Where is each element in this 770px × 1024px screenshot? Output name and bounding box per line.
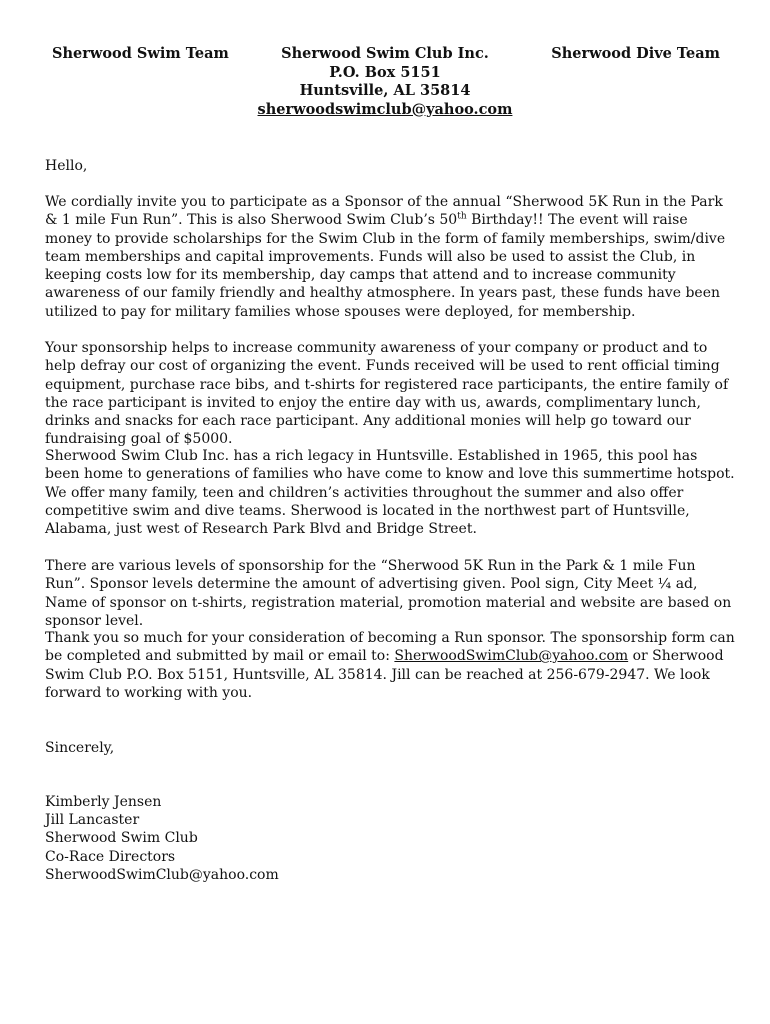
paragraph-invitation — [45, 193, 735, 321]
signer-email: SherwoodSwimClub@yahoo.com — [45, 866, 279, 883]
header-club-name: Sherwood Swim Club Inc. — [281, 45, 489, 62]
header-dive-team: Sherwood Dive Team — [551, 45, 720, 62]
thanks-text-end: or Sherwood Swim Club P.O. Box 5151, Huntsville, AL 35814. Jill can be reached at 256-679-2947. We look forward to working with you. — [45, 648, 724, 701]
header-po-box: P.O. Box 5151 — [329, 63, 441, 81]
paragraph-sponsorship — [45, 339, 735, 449]
header-swim-team: Sherwood Swim Team — [52, 45, 229, 62]
greeting-text: Hello, — [45, 158, 88, 174]
club-email-link[interactable]: SherwoodSwimClub@yahoo.com — [394, 648, 629, 665]
invitation-text-end: Birthday!! The event will raise money to provide scholarships for the Swim Club in the form of family memberships, swim/dive team memberships and capital improvements. Funds will also be used to assist the Club, in keeping costs low for its membership, day camps that attend and to increase community awareness of our family friendly and healthy atmosphere. In years past, these funds have been utilized to pay for military families whose spouses were deployed, for membership. — [45, 212, 726, 320]
thanks-text-start: Thank you so much for your consideration of becoming a Run sponsor. The sponsorship form can be completed and submitted by mail or email to: — [45, 630, 735, 665]
sponsorship-text: Your sponsorship helps to increase community awareness of your company or product and to help defray our cost of organizing the event. Funds received will be used to rent official timing equipment, purchase race bibs, and t-shirts for registered race participants, the entire family of the race participant is invited to enjoy the entire day with us, awards, complimentary lunch, drinks and snacks for each race participant. Any additional monies will help go toward our fundraising goal of $5000. — [45, 340, 729, 448]
greeting — [45, 157, 735, 175]
signature-block — [45, 793, 735, 884]
closing-text: Sincerely, — [45, 740, 115, 756]
ordinal-suffix: th — [457, 211, 467, 222]
signer-organization: Sherwood Swim Club — [45, 830, 198, 847]
paragraph-legacy — [45, 447, 735, 538]
closing — [45, 739, 735, 757]
header-city: Huntsville, AL 35814 — [299, 82, 471, 99]
header-email-link[interactable]: sherwoodswimclub@yahoo.com — [257, 100, 513, 118]
paragraph-levels — [45, 557, 735, 630]
signer-name-1: Kimberly Jensen — [45, 794, 162, 810]
invitation-text-start: We cordially invite you to participate as a Sponsor of the annual “Sherwood 5K Run in the Park & 1 mile Fun Run”. This is also Sherwood Swim Club’s 50 — [45, 194, 723, 229]
legacy-text: Sherwood Swim Club Inc. has a rich legacy in Huntsville. Established in 1965, this pool has been home to generations of families who have come to know and love this summertime hotspot. We offer many family, teen and children’s activities throughout the summer and also offer competitive swim and dive teams. Sherwood is located in the northwest part of Huntsville, Alabama, just west of Research Park Blvd and Bridge Street. — [45, 448, 735, 538]
signer-name-2: Jill Lancaster — [45, 812, 140, 829]
levels-text: There are various levels of sponsorship for the “Sherwood 5K Run in the Park & 1 mile Fun Run”. Sponsor levels determine the amount of advertising given. Pool sign, City Meet ¼ ad, Name of sponsor on t-shirts, registration material, promotion material and website are based on sponsor level. — [45, 558, 732, 629]
signer-role: Co-Race Directors — [45, 848, 176, 865]
paragraph-thanks — [45, 629, 735, 702]
